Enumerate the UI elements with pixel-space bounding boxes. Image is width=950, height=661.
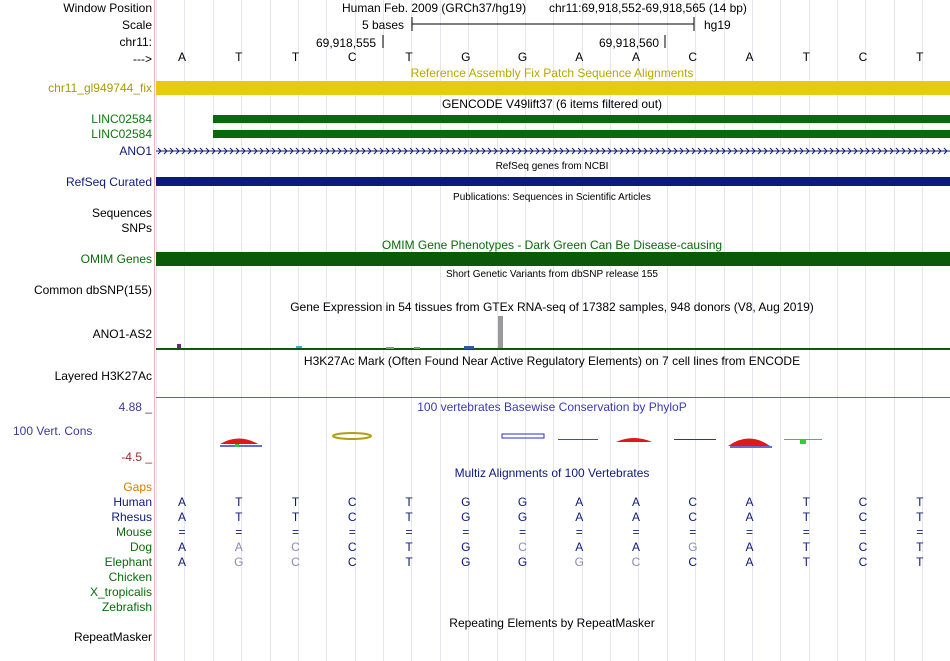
ruler-base: G xyxy=(517,50,528,64)
aligned-base: C xyxy=(688,510,698,524)
gencode-item-linc02584-a[interactable]: LINC02584 xyxy=(91,112,152,126)
aligned-base: C xyxy=(688,495,698,509)
aligned-base: T xyxy=(916,540,924,554)
aligned-base: T xyxy=(405,495,413,509)
multiz-species-elephant[interactable]: Elephant xyxy=(104,555,152,569)
ruler-base: A xyxy=(177,50,186,64)
aligned-base: T xyxy=(235,510,243,524)
refseq-gene-bar[interactable] xyxy=(156,177,950,186)
gtex-track-title[interactable]: Gene Expression in 54 tissues from GTEx RNA-seq of 17382 samples, 948 donors (V8, Aug 2019) xyxy=(290,300,814,314)
aligned-base: = xyxy=(405,525,413,539)
refseq-track-title[interactable]: RefSeq genes from NCBI xyxy=(495,161,609,172)
assembly-title: Human Feb. 2009 (GRCh37/hg19) xyxy=(342,1,527,15)
aligned-base: A xyxy=(745,540,754,554)
conservation-plot[interactable] xyxy=(156,428,950,452)
repeatmasker-track-title[interactable]: Repeating Elements by RepeatMasker xyxy=(449,616,655,630)
aligned-base: = xyxy=(178,525,186,539)
h3k27ac-label[interactable]: Layered H3K27Ac xyxy=(54,369,152,383)
aligned-base: G xyxy=(461,510,471,524)
scale-text: 5 bases xyxy=(362,18,405,32)
aligned-base: G xyxy=(574,555,584,569)
chrom-label: chr11: xyxy=(119,35,152,49)
multiz-species-dog[interactable]: Dog xyxy=(129,540,152,554)
aligned-base: C xyxy=(347,510,357,524)
ruler-base: G xyxy=(461,50,471,64)
aligned-base: T xyxy=(405,510,413,524)
aligned-base: = xyxy=(575,525,583,539)
ruler-base: C xyxy=(347,50,357,64)
aligned-base: A xyxy=(631,510,640,524)
aligned-base: G xyxy=(461,540,471,554)
multiz-species-zebrafish[interactable]: Zebrafish xyxy=(101,600,152,614)
label-separator xyxy=(154,0,155,661)
gencode-track-title[interactable]: GENCODE V49lift37 (6 items filtered out) xyxy=(441,97,663,111)
publications-snps-label[interactable]: SNPs xyxy=(121,221,152,235)
omim-gene-bar[interactable] xyxy=(156,252,950,266)
aligned-base: G xyxy=(234,555,244,569)
aligned-base: A xyxy=(177,495,186,509)
aligned-base: = xyxy=(859,525,867,539)
aligned-base: A xyxy=(631,495,640,509)
ruler-base: T xyxy=(802,50,810,64)
linc02584-gene-bar-a[interactable] xyxy=(213,115,950,123)
aligned-base: C xyxy=(518,540,527,554)
multiz-species-mouse[interactable]: Mouse xyxy=(115,525,152,539)
h3k27ac-track-title[interactable]: H3K27Ac Mark (Often Found Near Active Regulatory Elements) on 7 cell lines from ENCODE xyxy=(303,354,801,368)
aligned-base: G xyxy=(517,555,528,569)
aligned-base: T xyxy=(916,495,924,509)
multiz-species-chicken[interactable]: Chicken xyxy=(108,570,152,584)
aligned-base: T xyxy=(235,495,243,509)
db-label: hg19 xyxy=(704,18,731,32)
aligned-base: G xyxy=(517,510,528,524)
aligned-base: A xyxy=(631,540,640,554)
coord-label-1: 69,918,555 xyxy=(316,36,377,50)
linc02584-gene-bar-b[interactable] xyxy=(213,130,950,138)
refseq-label[interactable]: RefSeq Curated xyxy=(65,175,152,189)
aligned-base: C xyxy=(858,495,868,509)
ruler-base: T xyxy=(405,50,413,64)
aligned-base: A xyxy=(234,540,243,554)
aligned-base: G xyxy=(461,495,471,509)
conservation-max-label: 4.88 _ xyxy=(118,400,152,414)
scale-label: Scale xyxy=(121,18,152,32)
ruler-base: C xyxy=(858,50,868,64)
aligned-base: A xyxy=(745,495,754,509)
aligned-base: T xyxy=(916,510,924,524)
fix-patch-track-title[interactable]: Reference Assembly Fix Patch Sequence Alignments xyxy=(410,66,694,80)
aligned-base: A xyxy=(575,495,584,509)
ruler-base: T xyxy=(235,50,243,64)
aligned-base: = xyxy=(745,525,753,539)
multiz-species-human[interactable]: Human xyxy=(113,495,152,509)
ano1-intron-line[interactable] xyxy=(156,144,950,158)
aligned-base: T xyxy=(291,495,300,509)
omim-track-title[interactable]: OMIM Gene Phenotypes - Dark Green Can Be Disease-causing xyxy=(381,238,723,252)
ruler-base: A xyxy=(575,50,584,64)
repeatmasker-label[interactable]: RepeatMasker xyxy=(73,630,152,644)
gencode-item-ano1[interactable]: ANO1 xyxy=(119,144,152,158)
aligned-base: C xyxy=(858,555,868,569)
aligned-base: T xyxy=(291,510,300,524)
aligned-base: C xyxy=(347,555,357,569)
aligned-base: T xyxy=(916,555,924,569)
aligned-base: C xyxy=(291,540,300,554)
gtex-expression-plot[interactable] xyxy=(156,314,950,352)
publications-track-title[interactable]: Publications: Sequences in Scientific Articles xyxy=(453,192,651,203)
aligned-base: G xyxy=(461,555,471,569)
ruler-base: C xyxy=(688,50,698,64)
aligned-base: C xyxy=(858,540,868,554)
aligned-base: = xyxy=(235,525,243,539)
conservation-min-label: -4.5 _ xyxy=(121,450,152,464)
aligned-base: = xyxy=(689,525,697,539)
aligned-base: C xyxy=(347,540,357,554)
multiz-species-rhesus[interactable]: Rhesus xyxy=(111,510,152,524)
fix-patch-label[interactable]: chr11_gl949744_fix xyxy=(48,81,152,95)
ruler-base: T xyxy=(916,50,924,64)
aligned-base: T xyxy=(405,540,413,554)
aligned-base: T xyxy=(802,555,810,569)
aligned-base: = xyxy=(518,525,526,539)
aligned-base: C xyxy=(858,510,868,524)
aligned-base: C xyxy=(688,555,698,569)
position-text[interactable]: chr11:69,918,552-69,918,565 (14 bp) xyxy=(549,1,747,15)
multiz-track-title[interactable]: Multiz Alignments of 100 Vertebrates xyxy=(454,466,650,480)
aligned-base: T xyxy=(802,510,810,524)
dbsnp-track-title[interactable]: Short Genetic Variants from dbSNP release 155 xyxy=(446,269,658,280)
dbsnp-label[interactable]: Common dbSNP(155) xyxy=(33,283,152,297)
gtex-label[interactable]: ANO1-AS2 xyxy=(92,327,152,341)
aligned-base: G xyxy=(517,495,528,509)
aligned-base: A xyxy=(575,540,584,554)
multiz-gaps-label[interactable]: Gaps xyxy=(123,480,152,494)
aligned-base: C xyxy=(631,555,641,569)
aligned-base: C xyxy=(347,495,357,509)
publications-sequences-label[interactable]: Sequences xyxy=(91,206,152,220)
aligned-base: T xyxy=(802,540,810,554)
aligned-base: A xyxy=(177,540,186,554)
aligned-base: = xyxy=(632,525,640,539)
multiz-species-x-tropicalis[interactable]: X_tropicalis xyxy=(89,585,152,599)
aligned-base: A xyxy=(745,555,754,569)
aligned-base: = xyxy=(462,525,470,539)
ruler-base: A xyxy=(631,50,640,64)
aligned-base: A xyxy=(745,510,754,524)
aligned-base: = xyxy=(916,525,924,539)
ruler-base: T xyxy=(291,50,300,64)
conservation-track-title[interactable]: 100 vertebrates Basewise Conservation by PhyloP xyxy=(417,400,687,414)
aligned-base: = xyxy=(802,525,810,539)
fix-patch-bar[interactable] xyxy=(156,81,950,95)
aligned-base: = xyxy=(291,525,299,539)
ruler-base: A xyxy=(745,50,754,64)
aligned-base: T xyxy=(405,555,413,569)
aligned-base: C xyxy=(291,555,300,569)
aligned-base: G xyxy=(688,540,698,554)
strand-arrow-label: ---> xyxy=(133,52,152,66)
omim-label[interactable]: OMIM Genes xyxy=(80,252,152,266)
aligned-base: A xyxy=(177,555,186,569)
gencode-item-linc02584-b[interactable]: LINC02584 xyxy=(91,127,152,141)
conservation-label[interactable]: 100 Vert. Cons xyxy=(13,424,93,438)
aligned-base: A xyxy=(177,510,186,524)
window-position-label: Window Position xyxy=(63,1,152,15)
coord-label-2: 69,918,560 xyxy=(599,36,660,50)
aligned-base: = xyxy=(348,525,356,539)
aligned-base: T xyxy=(802,495,810,509)
aligned-base: A xyxy=(575,510,584,524)
h3k27ac-baseline xyxy=(156,397,950,398)
